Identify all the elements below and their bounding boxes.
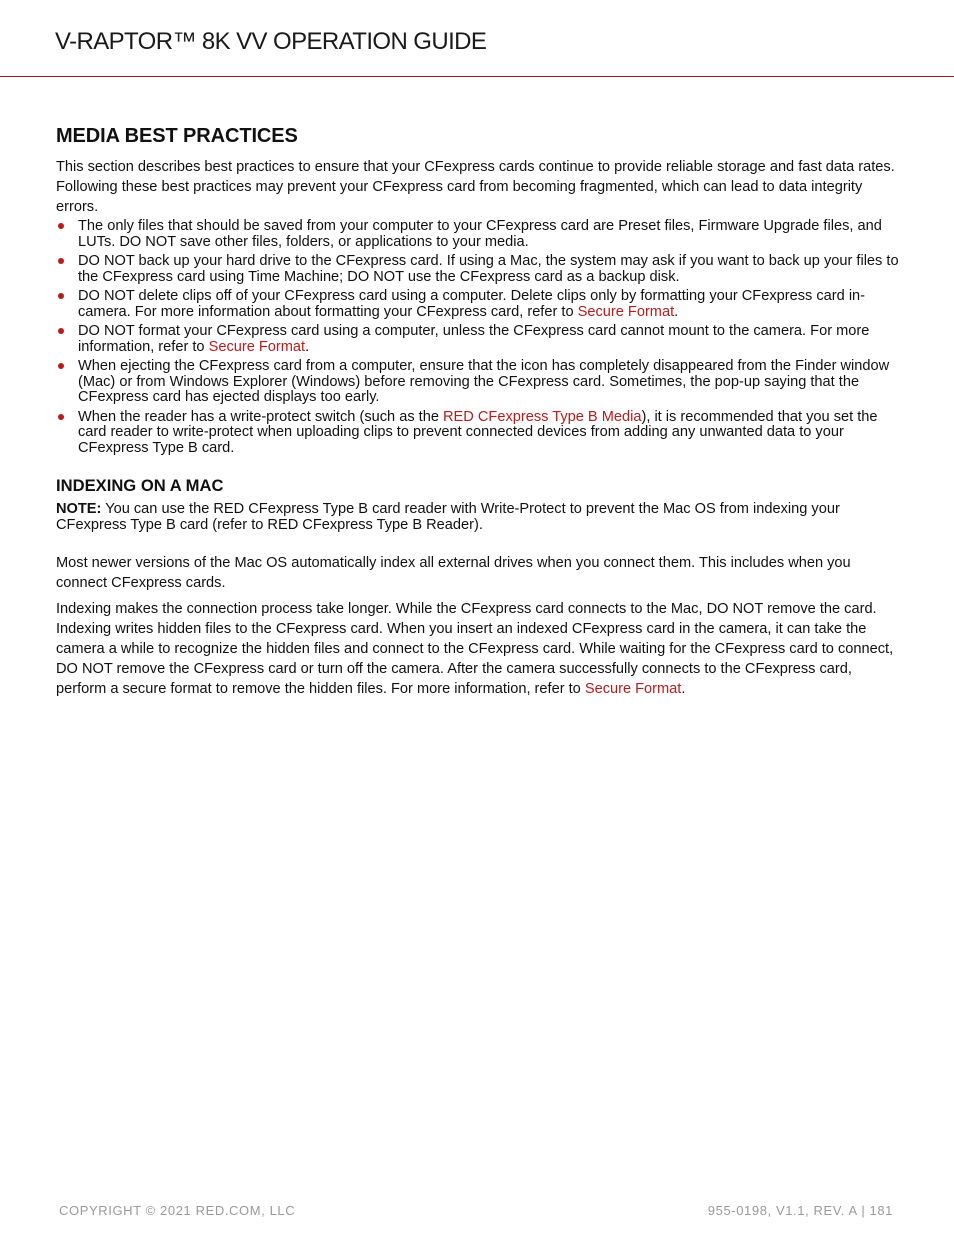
note-text: You can use the RED CFexpress Type B card reader with Write-Protect to prevent the Mac OS from indexing your CFexpress Type B card (refer to RED CFexpress Type B Reader). (56, 501, 840, 533)
footer-copyright: COPYRIGHT © 2021 RED.COM, LLC (59, 1203, 296, 1218)
list-item (56, 324, 899, 355)
list-item-text: When ejecting the CFexpress card from a computer, ensure that the icon has completely disappeared from the Finder window (Mac) or from Windows Explorer (Windows) before removing the CFexpress card. Sometimes, the pop-up saying that the CFexpress card has ejected displays too early. (78, 358, 890, 405)
indexing-paragraph-2-end: . (681, 681, 686, 697)
header-divider (0, 76, 954, 77)
list-item-text-end: . (674, 303, 679, 320)
note-paragraph (56, 502, 899, 533)
section-heading-media-best-practices: MEDIA BEST PRACTICES (56, 125, 298, 147)
bullet-icon (58, 328, 64, 334)
bullet-icon (58, 258, 64, 264)
indexing-paragraph-2-text: Indexing makes the connection process take longer. While the CFexpress card connects to the Mac, DO NOT remove the card. Indexing writes hidden files to the CFexpress card. When you insert an indexed CFexpress card in the camera, it can take the camera a while to recognize the hidden files and connect to the CFexpress card. While waiting for the CFexpress card to connect, DO NOT remove the CFexpress card or turn off the camera. After the camera successfully connects to the CFexpress card, perform a secure format to remove the hidden files. For more information, refer to (56, 601, 894, 697)
bullet-icon (58, 414, 64, 420)
bullet-icon (58, 363, 64, 369)
indexing-paragraph-2 (56, 599, 899, 699)
list-item (56, 219, 899, 250)
list-item (56, 254, 899, 285)
best-practices-list (56, 219, 899, 456)
list-item-text-end: . (305, 338, 310, 355)
page-header-title: V-RAPTOR™ 8K VV OPERATION GUIDE (55, 28, 487, 55)
indexing-paragraph-1: Most newer versions of the Mac OS automatically index all external drives when you connect them. This includes when you connect CFexpress cards. (56, 555, 851, 591)
list-item (56, 410, 899, 457)
red-cfexpress-media-link[interactable]: RED CFexpress Type B Media (443, 408, 642, 425)
list-item-text: The only files that should be saved from your computer to your CFexpress card are Preset files, Firmware Upgrade files, and LUTs. DO NOT save other files, folders, or applications to your media. (78, 218, 882, 250)
note-label: NOTE: (56, 501, 102, 517)
list-item-text-end: ), it is recommended that you set the card reader to write-protect when uploading clips to prevent connected devices from adding any unwanted data to your CFexpress Type B card. (78, 408, 878, 456)
footer-doc-reference: 955-0198, V1.1, REV. A | 181 (707, 1203, 893, 1218)
secure-format-link[interactable]: Secure Format (577, 303, 675, 320)
bullet-icon (58, 223, 64, 229)
list-item-text: DO NOT delete clips off of your CFexpress card using a computer. Delete clips only by formatting your CFexpress card in-camera. For more information about formatting your CFexpress card, refer to (78, 288, 866, 320)
section-heading-indexing-on-a-mac: INDEXING ON A MAC (56, 476, 224, 495)
list-item-text: DO NOT back up your hard drive to the CFexpress card. If using a Mac, the system may ask if you want to back up your files to the CFexpress card using Time Machine; DO NOT use the CFexpress card as a backup disk. (78, 253, 899, 285)
list-item-text: When the reader has a write-protect switch (such as the (78, 408, 444, 425)
bullet-icon (58, 293, 64, 299)
secure-format-link[interactable]: Secure Format (208, 338, 306, 355)
secure-format-link[interactable]: Secure Format (584, 681, 682, 697)
intro-paragraph: This section describes best practices to ensure that your CFexpress cards continue to provide reliable storage and fast data rates. Following these best practices may prevent your CFexpress card from becoming fragmented, which can lead to data integrity errors. (56, 159, 895, 215)
list-item (56, 359, 899, 406)
list-item-text: DO NOT format your CFexpress card using a computer, unless the CFexpress card cannot mount to the camera. For more information, refer to (78, 323, 870, 355)
page-content (56, 123, 899, 699)
list-item (56, 289, 899, 320)
